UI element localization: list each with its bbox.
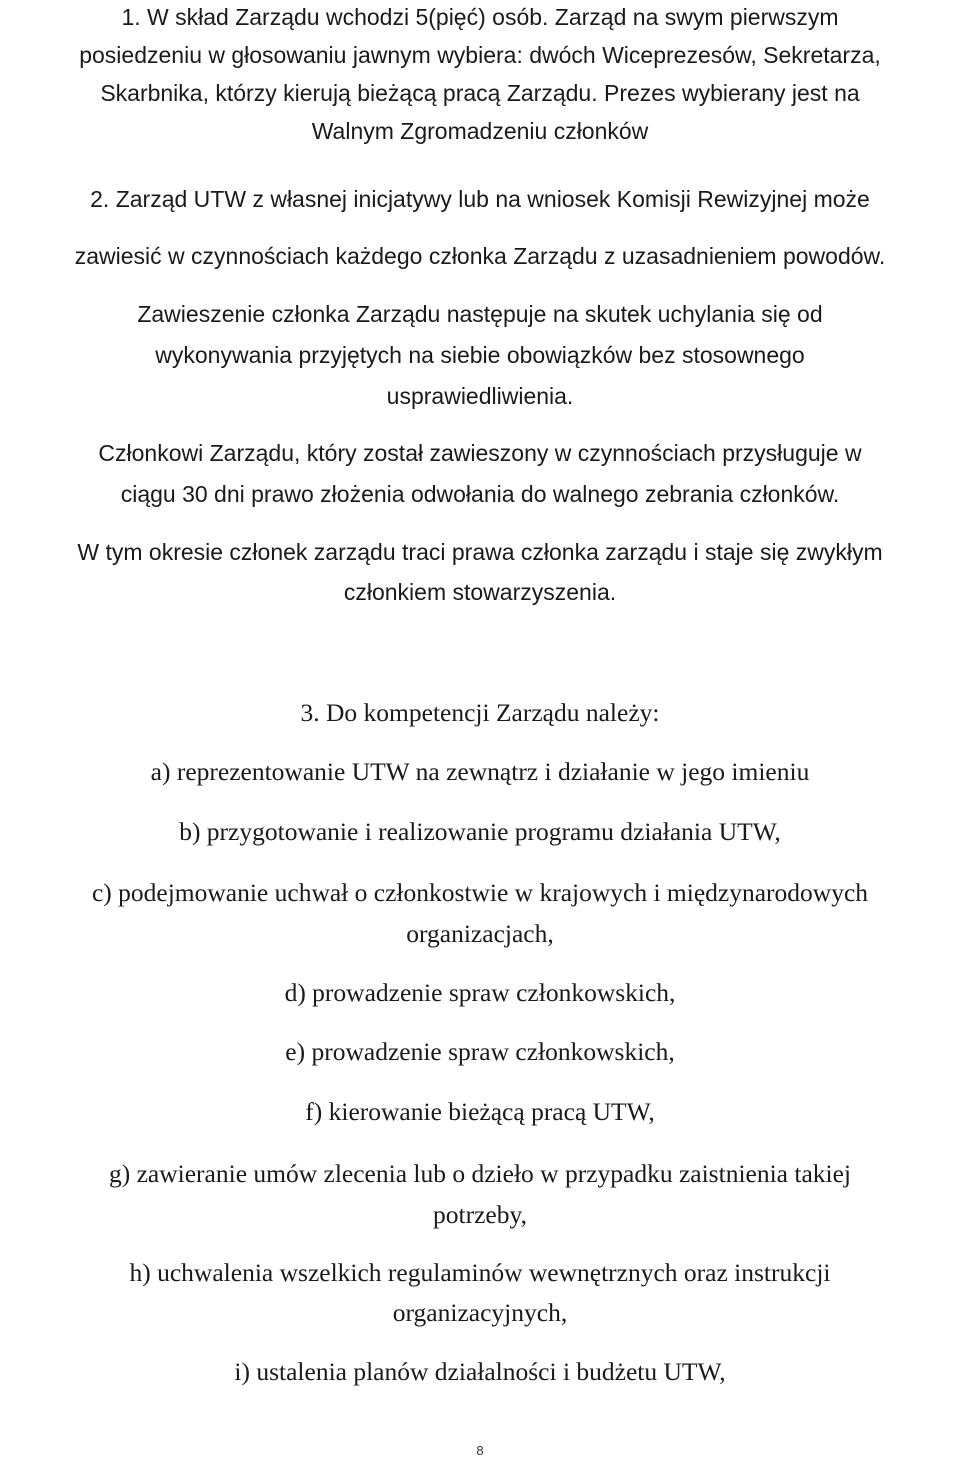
list-item-line: potrzeby, <box>433 1200 527 1229</box>
list-item-line: d) prowadzenie spraw członkowskich, <box>284 978 676 1007</box>
section-3-heading <box>0 693 960 733</box>
list-item-a <box>0 752 960 792</box>
paragraph-1-line: posiedzeniu w głosowaniu jawnym wybiera: dwóch Wiceprezesów, Sekretarza, <box>79 42 881 68</box>
list-item-line: e) prowadzenie spraw członkowskich, <box>285 1037 675 1066</box>
list-item-line: organizacjach, <box>406 919 554 948</box>
list-item-line: i) ustalenia planów działalności i budżetu UTW, <box>234 1357 726 1386</box>
paragraph-1-line: Skarbnika, którzy kierują bieżącą pracą Zarządu. Prezes wybierany jest na <box>100 80 860 106</box>
list-item-line: c) podejmowanie uchwał o członkostwie w krajowych i międzynarodowych <box>91 878 869 907</box>
list-item-c <box>0 872 960 954</box>
list-item-line: organizacyjnych, <box>392 1298 568 1327</box>
list-item-d <box>0 973 960 1013</box>
list-item-line: f) kierowanie bieżącą pracą UTW, <box>305 1097 655 1126</box>
paragraph-2-line: 2. Zarząd UTW z własnej inicjatywy lub na wniosek Komisji Rewizyjnej może <box>90 186 870 212</box>
paragraph-3 <box>0 294 960 417</box>
paragraph-5-line: członkiem stowarzyszenia. <box>343 579 617 605</box>
list-item-i <box>0 1352 960 1392</box>
paragraph-4-line: ciągu 30 dni prawo złożenia odwołania do walnego zebrania członków. <box>120 481 840 507</box>
paragraph-4 <box>0 433 960 515</box>
list-item-line: g) zawieranie umów zlecenia lub o dzieło w przypadku zaistnienia takiej <box>108 1159 852 1188</box>
paragraph-3-line: usprawiedliwienia. <box>386 383 574 409</box>
list-item-f <box>0 1092 960 1132</box>
paragraph-3-line: wykonywania przyjętych na siebie obowiązków bez stosownego <box>155 342 805 368</box>
paragraph-2-line: zawiesić w czynnościach każdego członka Zarządu z uzasadnieniem powodów. <box>74 243 886 269</box>
list-item-line: b) przygotowanie i realizowanie programu działania UTW, <box>179 817 781 846</box>
paragraph-3-line: Zawieszenie członka Zarządu następuje na skutek uchylania się od <box>137 301 823 327</box>
page-number: 8 <box>476 1443 484 1458</box>
section-3-heading-text: 3. Do kompetencji Zarządu należy: <box>300 698 660 727</box>
list-item-line: h) uchwalenia wszelkich regulaminów wewnętrznych oraz instrukcji <box>129 1258 831 1287</box>
list-item-b <box>0 812 960 852</box>
paragraph-2 <box>0 171 960 285</box>
list-item-e <box>0 1032 960 1072</box>
list-item-g <box>0 1153 960 1235</box>
paragraph-5-line: W tym okresie członek zarządu traci prawa członka zarządu i staje się zwykłym <box>77 539 883 565</box>
paragraph-4-line: Członkowi Zarządu, który został zawieszony w czynnościach przysługuje w <box>98 440 862 466</box>
list-item-line: a) reprezentowanie UTW na zewnątrz i działanie w jego imieniu <box>150 757 810 786</box>
paragraph-5 <box>0 532 960 612</box>
paragraph-1-line: Walnym Zgromadzeniu członków <box>311 118 649 144</box>
paragraph-1 <box>0 0 960 150</box>
paragraph-1-line: 1. W skład Zarządu wchodzi 5(pięć) osób. Zarząd na swym pierwszym <box>121 4 839 30</box>
list-item-h <box>0 1253 960 1333</box>
